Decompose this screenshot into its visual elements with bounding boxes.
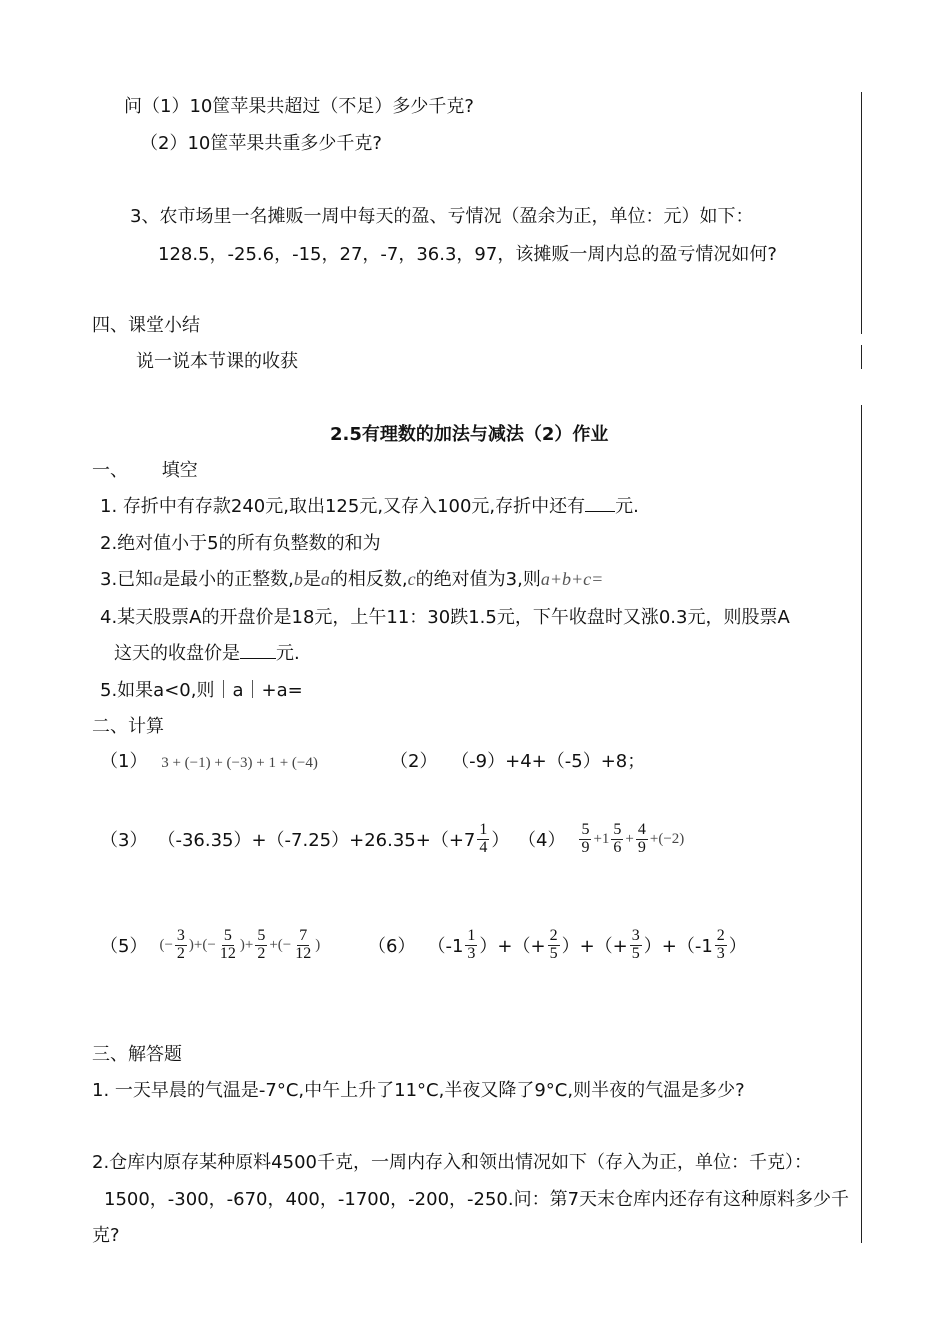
variable-a: a <box>320 569 330 589</box>
solve-heading: 三、解答题 <box>92 1044 182 1065</box>
fraction: $\frac{3}{5}$ <box>631 927 640 962</box>
fill-question-4-line1: 4.某天股票A的开盘价是18元，上午11：30跌1.5元，下午收盘时又涨0.3元，则股票A <box>100 607 790 628</box>
operator: ) <box>315 936 321 953</box>
fill-q4-text: 这天的收盘价是 <box>114 643 240 664</box>
operator: ）+（+ <box>561 936 628 958</box>
problem-expression: 3 + (−1) + (−3) + 1 + (−4) <box>161 755 318 771</box>
fraction: $\frac{2}{3}$ <box>716 927 725 962</box>
fraction: $\frac{3}{2}$ <box>176 927 185 962</box>
problem-label: （4） <box>518 830 566 852</box>
operator: +(−2) <box>649 830 685 847</box>
variable-a: a <box>153 569 163 589</box>
fill-q3-text: 的绝对值为3,则 <box>415 569 541 590</box>
fill-q1-unit: 元. <box>615 496 639 517</box>
variable-b: b <box>293 569 303 589</box>
answer-blank <box>240 644 276 659</box>
calc-problem-5 <box>100 928 320 963</box>
summary-text: 说一说本节课的收获 <box>136 351 298 372</box>
fill-q3-text: 是 <box>302 569 321 590</box>
fill-q1-text: 1. 存折中有存款240元,取出125元,又存入100元,存折中还有 <box>100 496 586 517</box>
problem-expression: （-36.35）+（-7.25）+26.35+（+7 <box>157 830 476 852</box>
fill-heading-number: 一、 <box>92 460 128 481</box>
solve-question-2-line1: 2.仓库内原存某种原料4500千克，一周内存入和领出情况如下（存入为正，单位：千克）： <box>92 1152 812 1173</box>
calc-problem-2 <box>390 747 645 773</box>
fill-heading <box>92 456 198 482</box>
fill-question-3 <box>100 565 603 591</box>
question-part1: 问（1）10筐苹果共超过（不足）多少千克? <box>124 96 474 117</box>
problem-expression: （-9）+4+（-5）+8； <box>451 751 646 772</box>
problem-label: （6） <box>368 936 416 958</box>
summary-heading: 四、课堂小结 <box>92 315 200 336</box>
fraction: $\frac{7}{12}$ <box>295 927 312 962</box>
operator: +1 <box>593 830 610 847</box>
homework-title: 2.5有理数的加法与减法（2）作业 <box>330 424 609 445</box>
page-border-line <box>861 405 862 1243</box>
operator: ）+（+ <box>479 936 546 958</box>
solve-question-2-line3: 克? <box>92 1225 120 1246</box>
question-part2: （2）10筐苹果共重多少千克? <box>140 133 382 154</box>
fill-q4-unit: 元. <box>276 643 300 664</box>
fraction: $\frac{5}{12}$ <box>219 927 236 962</box>
paren-close: ） <box>491 830 510 852</box>
calc-problem-6 <box>368 928 747 963</box>
fill-question-4-line2 <box>114 639 300 665</box>
fill-question-5: 5.如果a<0,则｜a｜+a= <box>100 680 303 701</box>
operator: ）+（-1 <box>643 936 713 958</box>
page-border-line <box>861 345 862 369</box>
operator: )+(− <box>188 936 216 953</box>
operator: )+ <box>239 936 254 953</box>
operator: ） <box>728 936 747 958</box>
operator: （-1 <box>427 936 464 958</box>
problem-label: （1） <box>100 751 148 772</box>
fraction: $\frac{5}{2}$ <box>257 927 266 962</box>
problem-label: （5） <box>100 936 148 958</box>
operator: + <box>625 830 634 847</box>
solve-question-2-line2: 1500，-300，-670，400，-1700，-200，-250.问：第7天末仓库内还存有这种原料多少千 <box>104 1189 850 1210</box>
fraction: $\frac{5}{9}$ <box>581 821 590 856</box>
page-border-line <box>861 92 862 334</box>
fill-q3-text: 的相反数, <box>329 569 408 590</box>
calc-heading: 二、计算 <box>92 716 164 737</box>
fill-question-1 <box>100 492 639 518</box>
fraction: $\frac{1}{4}$ <box>479 821 488 856</box>
problem-label: （2） <box>390 751 438 772</box>
calc-problem-3 <box>100 822 509 857</box>
calc-problem-4 <box>518 822 684 857</box>
fill-q3-text: 3.已知 <box>100 569 154 590</box>
fraction: $\frac{2}{5}$ <box>549 927 558 962</box>
fraction: $\frac{4}{9}$ <box>637 821 646 856</box>
fill-question-2: 2.绝对值小于5的所有负整数的和为 <box>100 533 381 554</box>
fill-q3-text: 是最小的正整数, <box>162 569 294 590</box>
problem-label: （3） <box>100 830 148 852</box>
answer-blank <box>585 497 615 512</box>
question-3-line2: 128.5，-25.6，-15，27，-7，36.3，97，该摊贩一周内总的盈亏情况如何? <box>158 244 777 265</box>
fill-heading-text: 填空 <box>161 460 198 481</box>
sum-expression: a+b+c= <box>540 569 604 589</box>
variable-c: c <box>407 569 416 589</box>
question-3-line1: 3、农市场里一名摊贩一周中每天的盈、亏情况（盈余为正，单位：元）如下： <box>130 206 754 227</box>
fraction: $\frac{1}{3}$ <box>467 927 476 962</box>
solve-question-1: 1. 一天早晨的气温是-7°C,中午上升了11°C,半夜又降了9°C,则半夜的气温是多少? <box>92 1080 745 1101</box>
calc-problem-1 <box>100 747 318 773</box>
operator: +(− <box>269 936 292 953</box>
fraction: $\frac{5}{6}$ <box>613 821 622 856</box>
operator: (− <box>159 936 173 953</box>
